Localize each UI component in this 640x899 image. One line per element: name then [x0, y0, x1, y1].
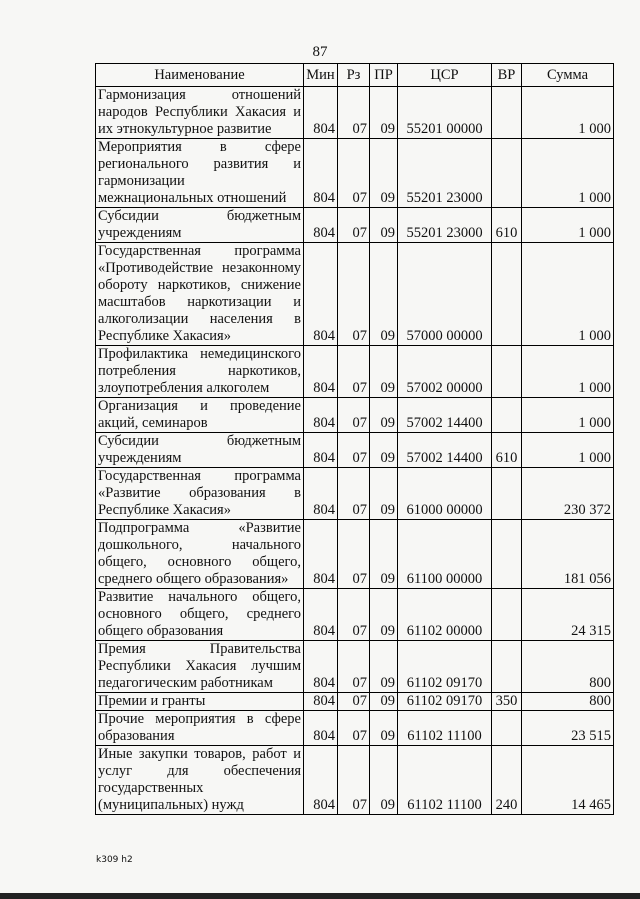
row-pr: 09	[370, 641, 398, 693]
row-sum: 1 000	[522, 243, 614, 346]
row-csr: 61100 00000	[398, 520, 492, 589]
table-row	[96, 87, 614, 139]
row-sum: 1 000	[522, 208, 614, 243]
budget-table	[95, 63, 614, 815]
page-number: 87	[312, 44, 328, 60]
row-sum: 1 000	[522, 346, 614, 398]
row-min: 804	[304, 87, 338, 139]
scan-edge-shadow	[0, 893, 640, 899]
row-rz: 07	[338, 746, 370, 815]
table-row	[96, 693, 614, 711]
row-vr	[492, 139, 522, 208]
row-rz: 07	[338, 641, 370, 693]
row-sum: 23 515	[522, 711, 614, 746]
row-rz: 07	[338, 87, 370, 139]
row-csr: 61102 09170	[398, 641, 492, 693]
table-row	[96, 641, 614, 693]
table-row	[96, 520, 614, 589]
table-row	[96, 746, 614, 815]
row-rz: 07	[338, 711, 370, 746]
row-name: Подпрограмма «Развитие дошкольного, начального общего, основного общего, среднего общего образования»	[96, 520, 304, 589]
row-min: 804	[304, 711, 338, 746]
table-row	[96, 711, 614, 746]
row-sum: 181 056	[522, 520, 614, 589]
row-rz: 07	[338, 433, 370, 468]
row-name: Развитие начального общего, основного общего, среднего общего образования	[96, 589, 304, 641]
row-pr: 09	[370, 520, 398, 589]
table-row	[96, 468, 614, 520]
row-name: Мероприятия в сфере регионального развития и гармонизации межнациональных отношений	[96, 139, 304, 208]
table-row	[96, 139, 614, 208]
row-rz: 07	[338, 398, 370, 433]
row-min: 804	[304, 746, 338, 815]
row-csr: 57002 00000	[398, 346, 492, 398]
row-vr	[492, 87, 522, 139]
row-vr	[492, 468, 522, 520]
row-pr: 09	[370, 398, 398, 433]
row-pr: 09	[370, 139, 398, 208]
row-pr: 09	[370, 208, 398, 243]
row-csr: 57002 14400	[398, 433, 492, 468]
row-csr: 61000 00000	[398, 468, 492, 520]
row-pr: 09	[370, 589, 398, 641]
row-rz: 07	[338, 208, 370, 243]
row-pr: 09	[370, 746, 398, 815]
row-csr: 57000 00000	[398, 243, 492, 346]
row-pr: 09	[370, 693, 398, 711]
row-min: 804	[304, 641, 338, 693]
row-pr: 09	[370, 346, 398, 398]
header-sum: Сумма	[522, 64, 614, 87]
row-name: Премия Правительства Республики Хакасия лучшим педагогическим работникам	[96, 641, 304, 693]
row-min: 804	[304, 346, 338, 398]
row-sum: 1 000	[522, 398, 614, 433]
row-min: 804	[304, 693, 338, 711]
row-vr	[492, 520, 522, 589]
table-row	[96, 433, 614, 468]
row-csr: 55201 23000	[398, 139, 492, 208]
row-rz: 07	[338, 346, 370, 398]
row-min: 804	[304, 139, 338, 208]
row-csr: 61102 11100	[398, 746, 492, 815]
row-name: Организация и проведение акций, семинаров	[96, 398, 304, 433]
header-row	[96, 64, 614, 87]
row-pr: 09	[370, 468, 398, 520]
row-vr	[492, 641, 522, 693]
table-row	[96, 346, 614, 398]
header-csr: ЦСР	[398, 64, 492, 87]
row-rz: 07	[338, 468, 370, 520]
row-csr: 57002 14400	[398, 398, 492, 433]
row-vr: 610	[492, 208, 522, 243]
row-vr: 240	[492, 746, 522, 815]
row-min: 804	[304, 208, 338, 243]
row-name: Субсидии бюджетным учреждениям	[96, 433, 304, 468]
row-rz: 07	[338, 243, 370, 346]
table-row	[96, 243, 614, 346]
row-sum: 14 465	[522, 746, 614, 815]
row-name: Государственная программа «Развитие образования в Республике Хакасия»	[96, 468, 304, 520]
row-vr: 610	[492, 433, 522, 468]
row-min: 804	[304, 243, 338, 346]
row-csr: 61102 00000	[398, 589, 492, 641]
row-min: 804	[304, 398, 338, 433]
row-min: 804	[304, 589, 338, 641]
header-name: Наименование	[96, 64, 304, 87]
row-csr: 61102 09170	[398, 693, 492, 711]
header-min: Мин	[304, 64, 338, 87]
row-csr: 55201 23000	[398, 208, 492, 243]
row-pr: 09	[370, 433, 398, 468]
table-row	[96, 398, 614, 433]
row-name: Профилактика немедицинского потребления наркотиков, злоупотребления алкоголем	[96, 346, 304, 398]
row-vr	[492, 398, 522, 433]
row-sum: 1 000	[522, 87, 614, 139]
row-pr: 09	[370, 87, 398, 139]
row-name: Прочие мероприятия в сфере образования	[96, 711, 304, 746]
row-min: 804	[304, 433, 338, 468]
row-sum: 1 000	[522, 433, 614, 468]
row-rz: 07	[338, 139, 370, 208]
row-sum: 800	[522, 693, 614, 711]
row-csr: 61102 11100	[398, 711, 492, 746]
row-pr: 09	[370, 243, 398, 346]
row-rz: 07	[338, 520, 370, 589]
footer-code: k309 h2	[96, 855, 133, 865]
header-pr: ПР	[370, 64, 398, 87]
row-pr: 09	[370, 711, 398, 746]
row-min: 804	[304, 468, 338, 520]
table-row	[96, 208, 614, 243]
row-sum: 800	[522, 641, 614, 693]
row-sum: 1 000	[522, 139, 614, 208]
header-vr: ВР	[492, 64, 522, 87]
row-name: Субсидии бюджетным учреждениям	[96, 208, 304, 243]
row-rz: 07	[338, 589, 370, 641]
row-vr	[492, 589, 522, 641]
row-vr	[492, 346, 522, 398]
row-csr: 55201 00000	[398, 87, 492, 139]
header-rz: Рз	[338, 64, 370, 87]
row-name: Иные закупки товаров, работ и услуг для обеспечения государственных (муниципальных) нужд	[96, 746, 304, 815]
row-sum: 230 372	[522, 468, 614, 520]
row-name: Гармонизация отношений народов Республики Хакасия и их этнокультурное развитие	[96, 87, 304, 139]
row-sum: 24 315	[522, 589, 614, 641]
table-row	[96, 589, 614, 641]
row-name: Премии и гранты	[96, 693, 304, 711]
row-min: 804	[304, 520, 338, 589]
row-rz: 07	[338, 693, 370, 711]
row-vr	[492, 243, 522, 346]
row-vr: 350	[492, 693, 522, 711]
row-name: Государственная программа «Противодействие незаконному обороту наркотиков, снижение масштабов наркотизации и алкоголизации населения в Республике Хакасия»	[96, 243, 304, 346]
row-vr	[492, 711, 522, 746]
